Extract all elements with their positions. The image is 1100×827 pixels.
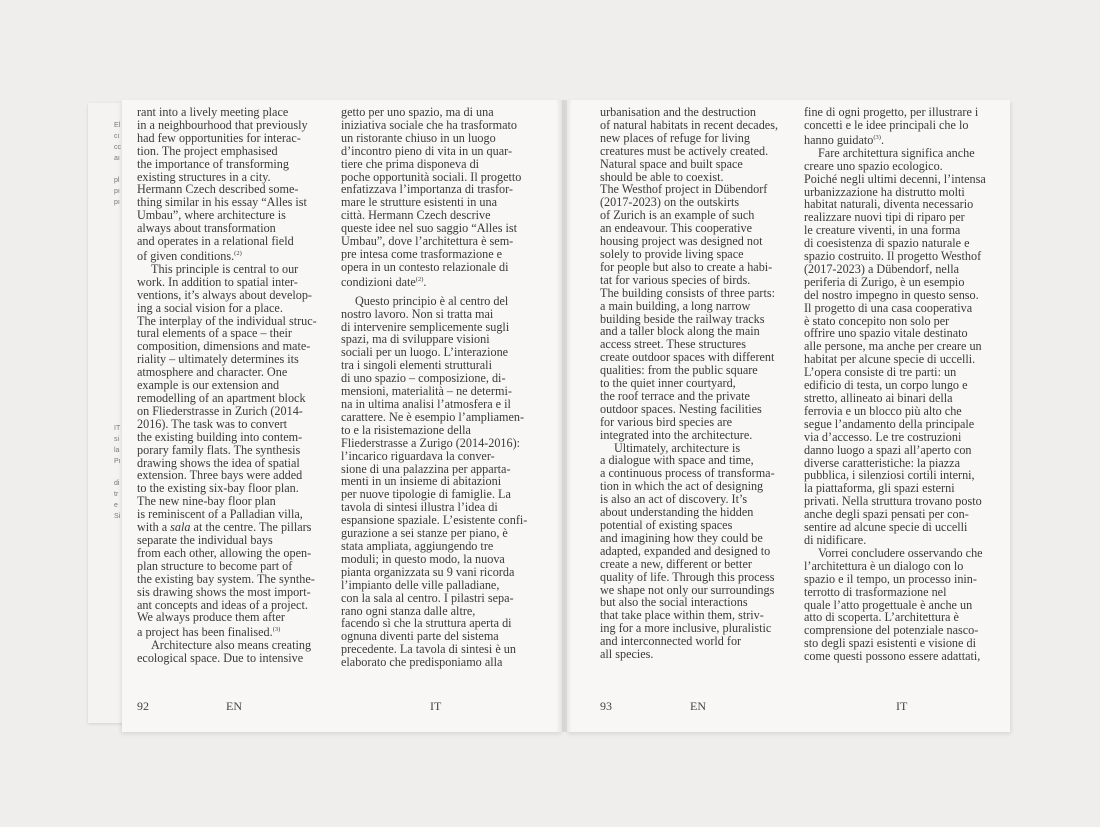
text-line: The Westhof project in Dübendorf <box>600 182 768 197</box>
text-line: tavola di sintesi illustra l’idea di <box>341 500 498 515</box>
text-line: offrire uno spazio vitale destinato <box>804 326 968 341</box>
text-line: an endeavour. This cooperative <box>600 221 753 236</box>
text-line: Il progetto di una casa cooperativa <box>804 300 973 315</box>
text-line: precedente. La tavola di sintesi è un <box>341 642 516 657</box>
text-line: Umbau”, dove l’architettura è sem- <box>341 234 514 249</box>
text-line: remodelling of an apartment block <box>137 391 306 405</box>
text-line: con la sala al centro. I pilastri sepa- <box>341 590 514 605</box>
text-line: that take place within them, striv- <box>600 608 764 623</box>
text-line: pianta organizzata su 9 vani ricorda <box>341 564 515 579</box>
text-line: ing a social vision for a place. <box>137 300 283 315</box>
text-line-content: a project has been finalised. <box>137 625 273 640</box>
text-line: of Zurich is an example of such <box>600 208 755 223</box>
text-line: to the quiet inner courtyard, <box>600 376 736 391</box>
text-line: ferrovia e un blocco più alto che <box>804 403 962 418</box>
italic-word: sala <box>170 520 191 535</box>
text-line: tural elements of a space – their <box>137 326 292 341</box>
text-line: tion. The project emphasised <box>137 143 278 158</box>
text-line: edificio di testa, un corpo lungo e <box>804 378 968 393</box>
text-line: about understanding the hidden <box>600 505 754 520</box>
text-line: thing similar in his essay “Alles ist <box>137 195 307 210</box>
text-line: habitat naturali, diventa necessario <box>804 197 974 212</box>
text-line: creare uno spazio ecologico. <box>804 158 943 173</box>
text-line: elaborato che predisponiamo alla <box>341 655 503 670</box>
text-line: and a taller block along the main <box>600 324 760 339</box>
text-line-content: hanno guidato <box>804 132 874 147</box>
text-line: for people but also to create a habi- <box>600 259 773 274</box>
text-line: of natural habitats in recent decades, <box>600 117 778 132</box>
text-line: espansione spaziale. L’esistente confi- <box>341 513 528 528</box>
text-line: Poiché negli ultimi decenni, l’intensa <box>804 171 986 186</box>
text-line: access street. These structures <box>600 337 746 352</box>
paragraph-start: Fare architettura significa anche <box>818 145 975 160</box>
text-line: and interconnected world for <box>600 634 742 649</box>
text-line: facendo sì che la struttura aperta di <box>341 616 512 631</box>
text-line: privati. Nella struttura trovano posto <box>804 494 982 509</box>
text-line: and imagining how they could be <box>600 530 763 545</box>
text-line: nostro lavoro. Non si tratta mai <box>341 306 494 321</box>
text-line: for various bird species are <box>600 414 732 429</box>
text-line: ognuna diventi parte del sistema <box>341 629 499 644</box>
text-line <box>137 248 317 263</box>
language-label-it-left: IT <box>430 699 442 713</box>
footnote-marker: (3) <box>873 133 881 141</box>
text-line: housing project was designed not <box>600 234 763 249</box>
text-line: existing structures in a city. <box>137 169 271 184</box>
text-line: adapted, expanded and designed to <box>600 543 771 558</box>
text-line: l’incarico riguardava la conver- <box>341 448 495 463</box>
text-line: del nostro impegno in questo senso. <box>804 287 979 302</box>
text-line: atmosphere and character. One <box>137 365 288 380</box>
text-line: from each other, allowing the open- <box>137 545 312 560</box>
text-line: opera in un contesto relazionale di <box>341 259 509 274</box>
text-line: should be able to coexist. <box>600 169 724 184</box>
text-line: qualities: from the public square <box>600 363 758 378</box>
text-line: Umbau”, where architecture is <box>137 208 286 223</box>
text-line: tiere che prima disponeva di <box>341 156 480 171</box>
text-line: anche degli spazi pensati per con- <box>804 507 969 522</box>
text-line: drawing shows the idea of spatial <box>137 455 300 470</box>
text-line: urbanizzazione ha distrutto molti <box>804 184 965 199</box>
text-line: poche opportunità sociali. Il progetto <box>341 169 522 184</box>
text-line: comprensione del potenziale nasco- <box>804 623 979 638</box>
text-line: the importance of transforming <box>137 156 289 171</box>
text-line: to the existing six-bay floor plan. <box>137 481 299 496</box>
text-line: create a new, different or better <box>600 556 752 571</box>
text-line: separate the individual bays <box>137 532 273 547</box>
text-line: 2016). The task was to convert <box>137 416 288 431</box>
text-line: periferia di Zurigo, è un esempio <box>804 274 965 289</box>
text-line: porary family flats. The synthesis <box>137 442 301 457</box>
text-line: moduli; in questo modo, la nuova <box>341 551 505 566</box>
text-line: un ristorante chiuso in un luogo <box>341 130 496 145</box>
text-line: città. Hermann Czech descrive <box>341 208 491 223</box>
text-line <box>137 624 317 639</box>
text-line: (2017-2023) on the outskirts <box>600 195 740 210</box>
text-line: Hermann Czech described some- <box>137 182 299 197</box>
book-gutter <box>556 100 572 732</box>
text-line: pre intesa come trasformazione e <box>341 246 503 261</box>
text-line: tra i singoli elementi strutturali <box>341 358 492 373</box>
text-line: quality of life. Through this process <box>600 569 775 584</box>
language-label-en-right: EN <box>690 699 706 713</box>
text-line: L’opera consiste di tre parti: un <box>804 365 957 380</box>
text-line: Natural space and built space <box>600 156 743 171</box>
text-line: (2017-2023) a Dübendorf, nella <box>804 261 960 276</box>
footnote-marker: (2) <box>415 275 424 283</box>
text-line: di coesistenza di spazio naturale e <box>804 236 970 251</box>
text-line: alle persone, ma anche per creare un <box>804 339 982 354</box>
text-line: è stato concepito non solo per <box>804 313 950 328</box>
text-line: the existing bay system. The synthe- <box>137 571 315 586</box>
text-line: a main building, a long narrow <box>600 298 751 313</box>
text-line: rano ogni stanza dalle altre, <box>341 603 476 618</box>
text-line: di intervenire semplicemente sugli <box>341 319 510 334</box>
text-line: The building consists of three parts: <box>600 285 775 300</box>
text-line: in a neighbourhood that previously <box>137 117 308 132</box>
text-line: we shape not only our surroundings <box>600 582 775 597</box>
right-page-english-column <box>600 106 778 661</box>
text-line: outdoor spaces. Nesting facilities <box>600 401 762 416</box>
text-line: pubblica, i silenziosi cortili interni, <box>804 468 975 483</box>
text-line: per nuove tipologie di famiglie. La <box>341 487 511 502</box>
text-line <box>341 274 527 289</box>
text-line: example is our extension and <box>137 378 280 393</box>
text-line: new places of refuge for living <box>600 130 750 145</box>
text-line: na in ultima analisi l’atmosfera e il <box>341 397 511 411</box>
text-line: di uno spazio – composizione, di- <box>341 371 506 386</box>
text-line: gurazione a sei stanze per piano, è <box>341 526 508 541</box>
text-line: carattere. Ne è esempio l’ampliamen- <box>341 409 525 424</box>
text-line: rant into a lively meeting place <box>137 105 289 119</box>
text-line: mensioni, materialità – ne determi- <box>341 384 512 399</box>
text-line: menti in un insieme di abitazioni <box>341 474 502 489</box>
text-line: queste idee nel suo saggio “Alles ist <box>341 221 518 236</box>
text-line: a dialogue with space and time, <box>600 453 754 468</box>
text-line: creatures must be actively created. <box>600 143 769 158</box>
text-line: mare le strutture esistenti in una <box>341 195 498 210</box>
text-line-content: . <box>423 274 427 289</box>
text-line: diverse caratteristiche: la piazza <box>804 455 960 470</box>
text-line: solely to provide living space <box>600 246 744 261</box>
text-line: come questi possono essere adattati, <box>804 649 981 664</box>
text-line: all species. <box>600 647 654 662</box>
footnote-marker: (2) <box>234 249 242 257</box>
text-line: had few opportunities for interac- <box>137 130 301 145</box>
text-line: but also the social interactions <box>600 595 748 610</box>
text-line: ventions, it’s always about develop- <box>137 287 312 302</box>
text-line: plan structure to become part of <box>137 558 293 573</box>
text-line: sentire ad alcune specie di uccelli <box>804 520 968 535</box>
language-label-en-left: EN <box>226 699 242 713</box>
paragraph-start: Vorrei concludere osservando che <box>818 545 983 560</box>
text-line: and operates in a relational field <box>137 234 294 249</box>
text-line: is also an act of discovery. It’s <box>600 492 748 507</box>
text-line: integrated into the architecture. <box>600 427 753 442</box>
text-line-content: of given conditions. <box>137 249 235 264</box>
text-line: work. In addition to spatial inter- <box>137 274 298 289</box>
text-line: quale l’atto progettuale è anche un <box>804 597 973 612</box>
text-line: Fliederstrasse a Zurigo (2014-2016): <box>341 435 521 450</box>
text-line: sione di una palazzina per apparta- <box>341 461 511 476</box>
text-line: spazio e il tempo, un processo inin- <box>804 571 977 586</box>
text-line: extension. Three bays were added <box>137 468 303 483</box>
text-line: iniziativa sociale che ha trasformato <box>341 117 517 132</box>
text-line: la piattaforma, gli spazi esterni <box>804 481 955 496</box>
text-line: tion in which the act of designing <box>600 479 764 494</box>
underlying-page-text-top: El cı cc aı pl pı pı <box>114 122 121 206</box>
text-line: potential of existing spaces <box>600 518 733 532</box>
right-page-italian-column <box>804 106 986 663</box>
text-line: spazio costruito. Il progetto Westhof <box>804 249 982 264</box>
text-line: danno luogo a spazi all’aperto con <box>804 442 972 457</box>
paragraph-start: Ultimately, architecture is <box>614 440 741 455</box>
text-line: to e la risistemazione della <box>341 422 471 437</box>
text-line: fine di ogni progetto, per illustrare i <box>804 105 979 119</box>
left-page-italian-column <box>341 106 527 669</box>
text-line: riality – ultimately determines its <box>137 352 299 367</box>
text-line: a continuous process of transforma- <box>600 466 775 481</box>
text-line: atto di scoperta. L’architettura è <box>804 610 959 625</box>
text-line: the roof terrace and the private <box>600 388 750 403</box>
paragraph-start: Questo principio è al centro del <box>355 293 509 308</box>
page-number-left: 92 <box>137 699 149 713</box>
text-line <box>804 132 986 147</box>
text-line: getto per uno spazio, ma di una <box>341 105 494 119</box>
text-line: concetti e le idee principali che lo <box>804 117 969 132</box>
text-line: spazi, ma di sviluppare visioni <box>341 332 490 347</box>
page-number-right: 93 <box>600 699 612 713</box>
text-line: l’impianto delle ville palladiane, <box>341 577 500 592</box>
text-line: create outdoor spaces with different <box>600 350 775 365</box>
text-line: urbanisation and the destruction <box>600 105 757 119</box>
text-line: segue l’andamento della principale <box>804 416 975 431</box>
left-page-english-column <box>137 106 317 665</box>
text-line: ant concepts and ideas of a project. <box>137 597 308 612</box>
text-line: sto degli spazi esistenti e visione di <box>804 636 976 651</box>
text-line: via d’accesso. Le tre costruzioni <box>804 429 962 444</box>
text-line: stretto, allineato ai binari della <box>804 391 953 405</box>
text-line: ing for a more inclusive, pluralistic <box>600 621 772 636</box>
language-label-it-right: IT <box>896 699 908 713</box>
text-line: The interplay of the individual struc- <box>137 313 317 328</box>
text-line: sociali per un luogo. L’interazione <box>341 345 509 360</box>
text-line-content: with a <box>137 520 171 535</box>
text-line: l’architettura è un dialogo con lo <box>804 558 964 573</box>
text-line: The new nine-bay floor plan <box>137 494 276 509</box>
text-line: tat for various species of birds. <box>600 272 751 287</box>
text-line-content: condizioni date <box>341 274 416 289</box>
text-line: is reminiscent of a Palladian villa, <box>137 507 303 522</box>
text-line: habitat per alcune specie di uccelli. <box>804 352 976 367</box>
text-line: sis drawing shows the most import- <box>137 584 311 599</box>
text-line: composition, dimensions and mate- <box>137 339 311 354</box>
text-line: enfatizzava l’importanza di trasfor- <box>341 182 513 197</box>
text-line: building beside the railway tracks <box>600 311 765 326</box>
text-line: d’incontro pieno di vita in un quar- <box>341 143 513 158</box>
paragraph-start: This principle is central to our <box>151 261 299 276</box>
text-line: stata ampliata, aggiungendo tre <box>341 538 494 553</box>
text-line-content: at the centre. The pillars <box>190 520 312 535</box>
text-line-content: . <box>880 132 885 147</box>
text-line: ecological space. Due to intensive <box>137 651 304 666</box>
paragraph-start: Architecture also means creating <box>151 638 312 653</box>
text-line: realizzare nuovi tipi di riparo per <box>804 210 965 225</box>
text-line: le creature viventi, in una forma <box>804 223 961 238</box>
text-line: on Fliederstrasse in Zurich (2014- <box>137 403 303 418</box>
text-line: the existing building into contem- <box>137 429 303 444</box>
text-line: always about transformation <box>137 221 276 236</box>
footnote-marker: (3) <box>272 626 281 634</box>
text-line: di nidificare. <box>804 532 867 547</box>
underlying-page-text-bottom: IT si la Pı di tr e Si <box>114 425 121 520</box>
text-line: We always produce them after <box>137 610 285 625</box>
text-line: terrotto di trasformazione nel <box>804 584 947 599</box>
